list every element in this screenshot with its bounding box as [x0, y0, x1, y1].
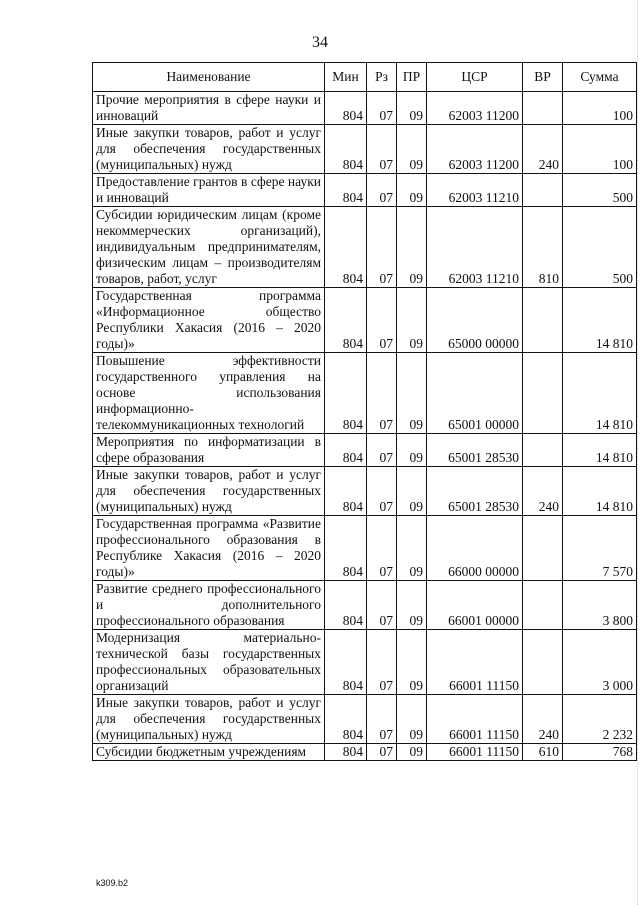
row-sum: 14 810 — [563, 434, 637, 467]
row-pr: 09 — [397, 744, 427, 761]
row-sum: 100 — [563, 92, 637, 125]
row-csr: 62003 11200 — [427, 125, 523, 174]
row-pr: 09 — [397, 581, 427, 630]
row-min: 804 — [325, 516, 367, 581]
row-pr: 09 — [397, 207, 427, 288]
row-pr: 09 — [397, 467, 427, 516]
row-vr: 810 — [523, 207, 563, 288]
row-csr: 66001 11150 — [427, 744, 523, 761]
table-row — [93, 695, 637, 744]
row-name: Государственная программа «Развитие профессионального образования в Республике Хакасия (2016 – 2020 годы)» — [93, 516, 325, 581]
row-vr — [523, 581, 563, 630]
row-vr: 240 — [523, 467, 563, 516]
row-vr — [523, 288, 563, 353]
row-csr: 62003 11200 — [427, 92, 523, 125]
row-min: 804 — [325, 744, 367, 761]
row-rz: 07 — [367, 744, 397, 761]
row-min: 804 — [325, 353, 367, 434]
row-pr: 09 — [397, 516, 427, 581]
table-row — [93, 630, 637, 695]
row-sum: 14 810 — [563, 353, 637, 434]
row-rz: 07 — [367, 92, 397, 125]
row-vr — [523, 353, 563, 434]
row-rz: 07 — [367, 207, 397, 288]
row-csr: 65001 28530 — [427, 467, 523, 516]
row-sum: 2 232 — [563, 695, 637, 744]
header-csr: ЦСР — [427, 63, 523, 92]
row-min: 804 — [325, 207, 367, 288]
row-name: Субсидии бюджетным учреждениям — [93, 744, 325, 761]
table-row — [93, 174, 637, 207]
row-rz: 07 — [367, 125, 397, 174]
row-csr: 65001 00000 — [427, 353, 523, 434]
row-csr: 65001 28530 — [427, 434, 523, 467]
row-min: 804 — [325, 467, 367, 516]
row-csr: 66001 11150 — [427, 630, 523, 695]
row-csr: 66000 00000 — [427, 516, 523, 581]
row-rz: 07 — [367, 288, 397, 353]
row-sum: 14 810 — [563, 288, 637, 353]
row-csr: 62003 11210 — [427, 174, 523, 207]
row-min: 804 — [325, 92, 367, 125]
row-vr: 240 — [523, 695, 563, 744]
table-row — [93, 516, 637, 581]
row-rz: 07 — [367, 581, 397, 630]
row-min: 804 — [325, 630, 367, 695]
row-pr: 09 — [397, 434, 427, 467]
table-row — [93, 434, 637, 467]
footer-document-code: k309.b2 — [96, 878, 129, 888]
row-rz: 07 — [367, 695, 397, 744]
row-sum: 14 810 — [563, 467, 637, 516]
row-sum: 500 — [563, 174, 637, 207]
page-number: 34 — [312, 34, 328, 51]
row-sum: 768 — [563, 744, 637, 761]
row-sum: 500 — [563, 207, 637, 288]
row-sum: 3 800 — [563, 581, 637, 630]
row-pr: 09 — [397, 288, 427, 353]
row-pr: 09 — [397, 125, 427, 174]
row-sum: 7 570 — [563, 516, 637, 581]
table-row — [93, 92, 637, 125]
row-vr — [523, 516, 563, 581]
row-name: Повышение эффективности государственного управления на основе использования информационно-телекоммуникационных технологий — [93, 353, 325, 434]
table-row — [93, 207, 637, 288]
row-rz: 07 — [367, 353, 397, 434]
row-vr: 240 — [523, 125, 563, 174]
row-pr: 09 — [397, 630, 427, 695]
row-vr — [523, 174, 563, 207]
row-name: Предоставление грантов в сфере науки и инноваций — [93, 174, 325, 207]
row-rz: 07 — [367, 516, 397, 581]
row-min: 804 — [325, 695, 367, 744]
header-vr: ВР — [523, 63, 563, 92]
row-name: Развитие среднего профессионального и дополнительного профессионального образования — [93, 581, 325, 630]
row-name: Иные закупки товаров, работ и услуг для обеспечения государственных (муниципальных) нужд — [93, 695, 325, 744]
row-rz: 07 — [367, 630, 397, 695]
row-min: 804 — [325, 174, 367, 207]
header-pr: ПР — [397, 63, 427, 92]
row-name: Мероприятия по информатизации в сфере образования — [93, 434, 325, 467]
row-name: Модернизация материально-технической базы государственных профессиональных образовательных организаций — [93, 630, 325, 695]
row-name: Прочие мероприятия в сфере науки и инноваций — [93, 92, 325, 125]
row-sum: 3 000 — [563, 630, 637, 695]
row-name: Иные закупки товаров, работ и услуг для обеспечения государственных (муниципальных) нужд — [93, 125, 325, 174]
row-min: 804 — [325, 125, 367, 174]
row-csr: 65000 00000 — [427, 288, 523, 353]
row-pr: 09 — [397, 353, 427, 434]
scan-edge-marks — [635, 0, 638, 905]
row-rz: 07 — [367, 467, 397, 516]
table-row — [93, 125, 637, 174]
table-header-row — [93, 63, 637, 92]
row-name: Государственная программа «Информационное общество Республики Хакасия (2016 – 2020 годы)» — [93, 288, 325, 353]
row-vr: 610 — [523, 744, 563, 761]
row-csr: 66001 00000 — [427, 581, 523, 630]
row-pr: 09 — [397, 92, 427, 125]
row-vr — [523, 434, 563, 467]
table-row — [93, 744, 637, 761]
row-vr — [523, 630, 563, 695]
row-rz: 07 — [367, 174, 397, 207]
row-min: 804 — [325, 434, 367, 467]
row-csr: 66001 11150 — [427, 695, 523, 744]
table-row — [93, 288, 637, 353]
header-min: Мин — [325, 63, 367, 92]
table-row — [93, 581, 637, 630]
row-sum: 100 — [563, 125, 637, 174]
row-rz: 07 — [367, 434, 397, 467]
row-min: 804 — [325, 581, 367, 630]
row-name: Иные закупки товаров, работ и услуг для обеспечения государственных (муниципальных) нужд — [93, 467, 325, 516]
header-rz: Рз — [367, 63, 397, 92]
row-vr — [523, 92, 563, 125]
row-name: Субсидии юридическим лицам (кроме некоммерческих организаций), индивидуальным предпринимателям, физическим лицам – производителям товаров, работ, услуг — [93, 207, 325, 288]
header-name: Наименование — [93, 63, 325, 92]
row-pr: 09 — [397, 695, 427, 744]
row-csr: 62003 11210 — [427, 207, 523, 288]
budget-table — [92, 62, 637, 761]
header-sum: Сумма — [563, 63, 637, 92]
row-pr: 09 — [397, 174, 427, 207]
table-row — [93, 467, 637, 516]
row-min: 804 — [325, 288, 367, 353]
table-row — [93, 353, 637, 434]
